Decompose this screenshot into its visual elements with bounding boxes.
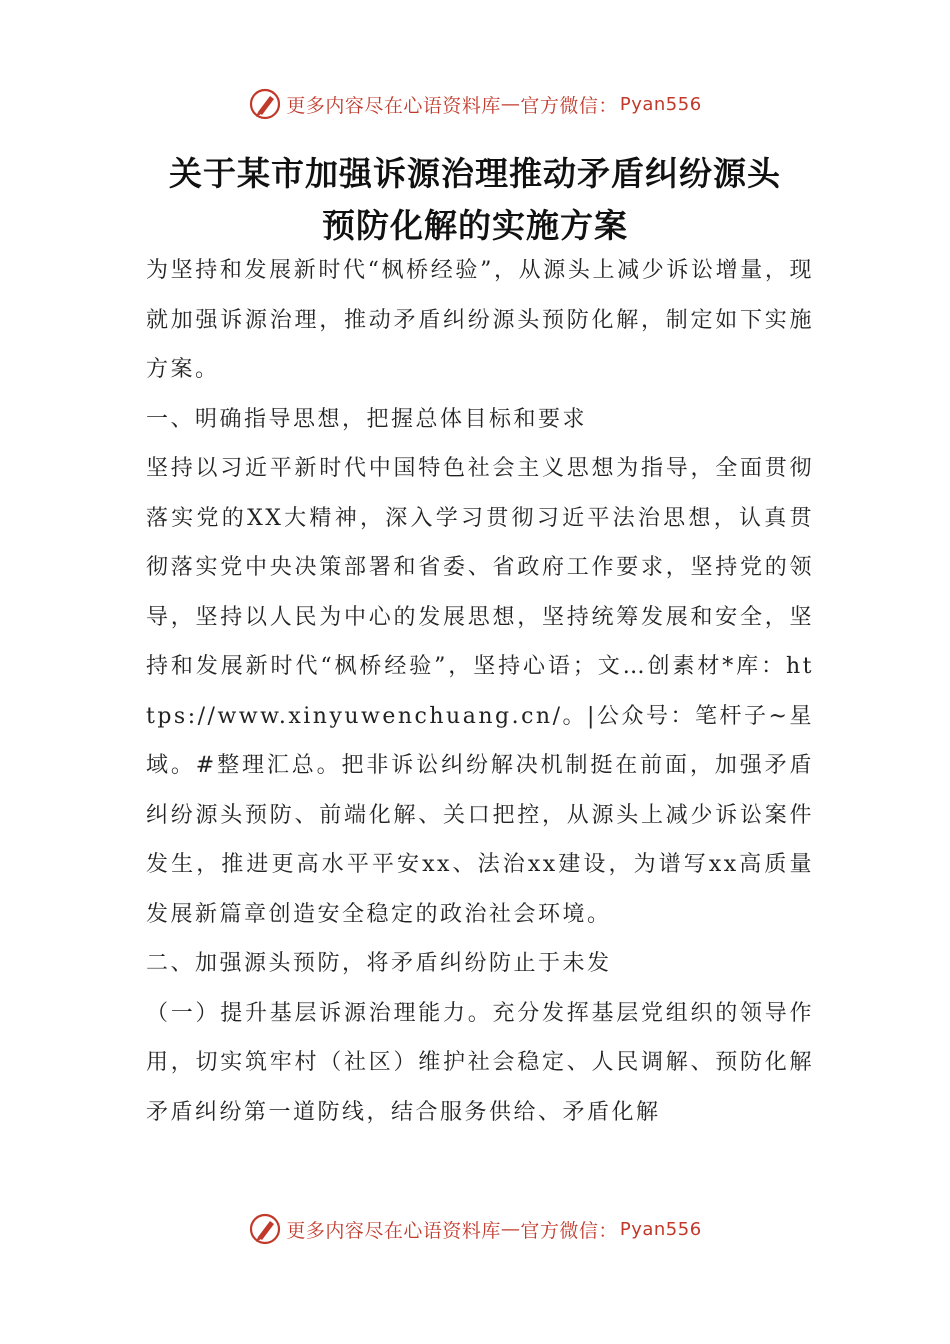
- section-heading-1: 一、明确指导思想，把握总体目标和要求: [146, 406, 588, 432]
- title-line-1: 关于某市加强诉源治理推动矛盾纠纷源头: [169, 154, 781, 193]
- watermark-wechat-id: Pyan556: [619, 1218, 702, 1240]
- document-body: [146, 246, 814, 1137]
- document-title: [0, 148, 950, 252]
- watermark-official: 官方微信：: [520, 94, 618, 117]
- watermark-dash: —: [500, 93, 521, 115]
- pen-logo-icon: [248, 1212, 282, 1246]
- paragraph-subsection-1: （一）提升基层诉源治理能力。充分发挥基层党组织的领导作用，切实筑牢村（社区）维护社会稳定、人民调解、预防化解矛盾纠纷第一道防线，结合服务供给、矛盾化解: [146, 1000, 814, 1125]
- watermark-text: 更多内容尽在心语资料库: [286, 1219, 501, 1242]
- watermark-wechat-id: Pyan556: [619, 93, 702, 115]
- section-heading-2: 二、加强源头预防，将矛盾纠纷防止于未发: [146, 951, 612, 976]
- pen-logo-icon: [248, 87, 282, 121]
- watermark-text: 更多内容尽在心语资料库: [286, 94, 501, 117]
- title-line-2: 预防化解的实施方案: [322, 206, 628, 245]
- paragraph-intro: 为坚持和发展新时代“枫桥经验”，从源头上减少诉讼增量，现就加强诉源治理，推动矛盾纠纷源头预防化解，制定如下实施方案。: [146, 258, 814, 382]
- header-watermark: [0, 84, 950, 124]
- paragraph-guiding-thought: 坚持以习近平新时代中国特色社会主义思想为指导，全面贯彻落实党的XX大精神，深入学习贯彻习近平法治思想，认真贯彻落实党中央决策部署和省委、省政府工作要求，坚持党的领导，坚持以人民为中心的发展思想，坚持统筹发展和安全，坚持和发展新时代“枫桥经验”，坚持心语；文…创素材*库：https://www.xinyuwenchuang.cn/。|公众号：笔杆子~星域。#整理汇总。把非诉讼纠纷解决机制挺在前面，加强矛盾纠纷源头预防、前端化解、关口把控，从源头上减少诉讼案件发生，推进更高水平平安xx、法治xx建设，为谱写xx高质量发展新篇章创造安全稳定的政治社会环境。: [146, 456, 814, 927]
- watermark-official: 官方微信：: [520, 1219, 618, 1242]
- watermark-dash: —: [500, 1218, 521, 1240]
- footer-watermark: [0, 1209, 950, 1249]
